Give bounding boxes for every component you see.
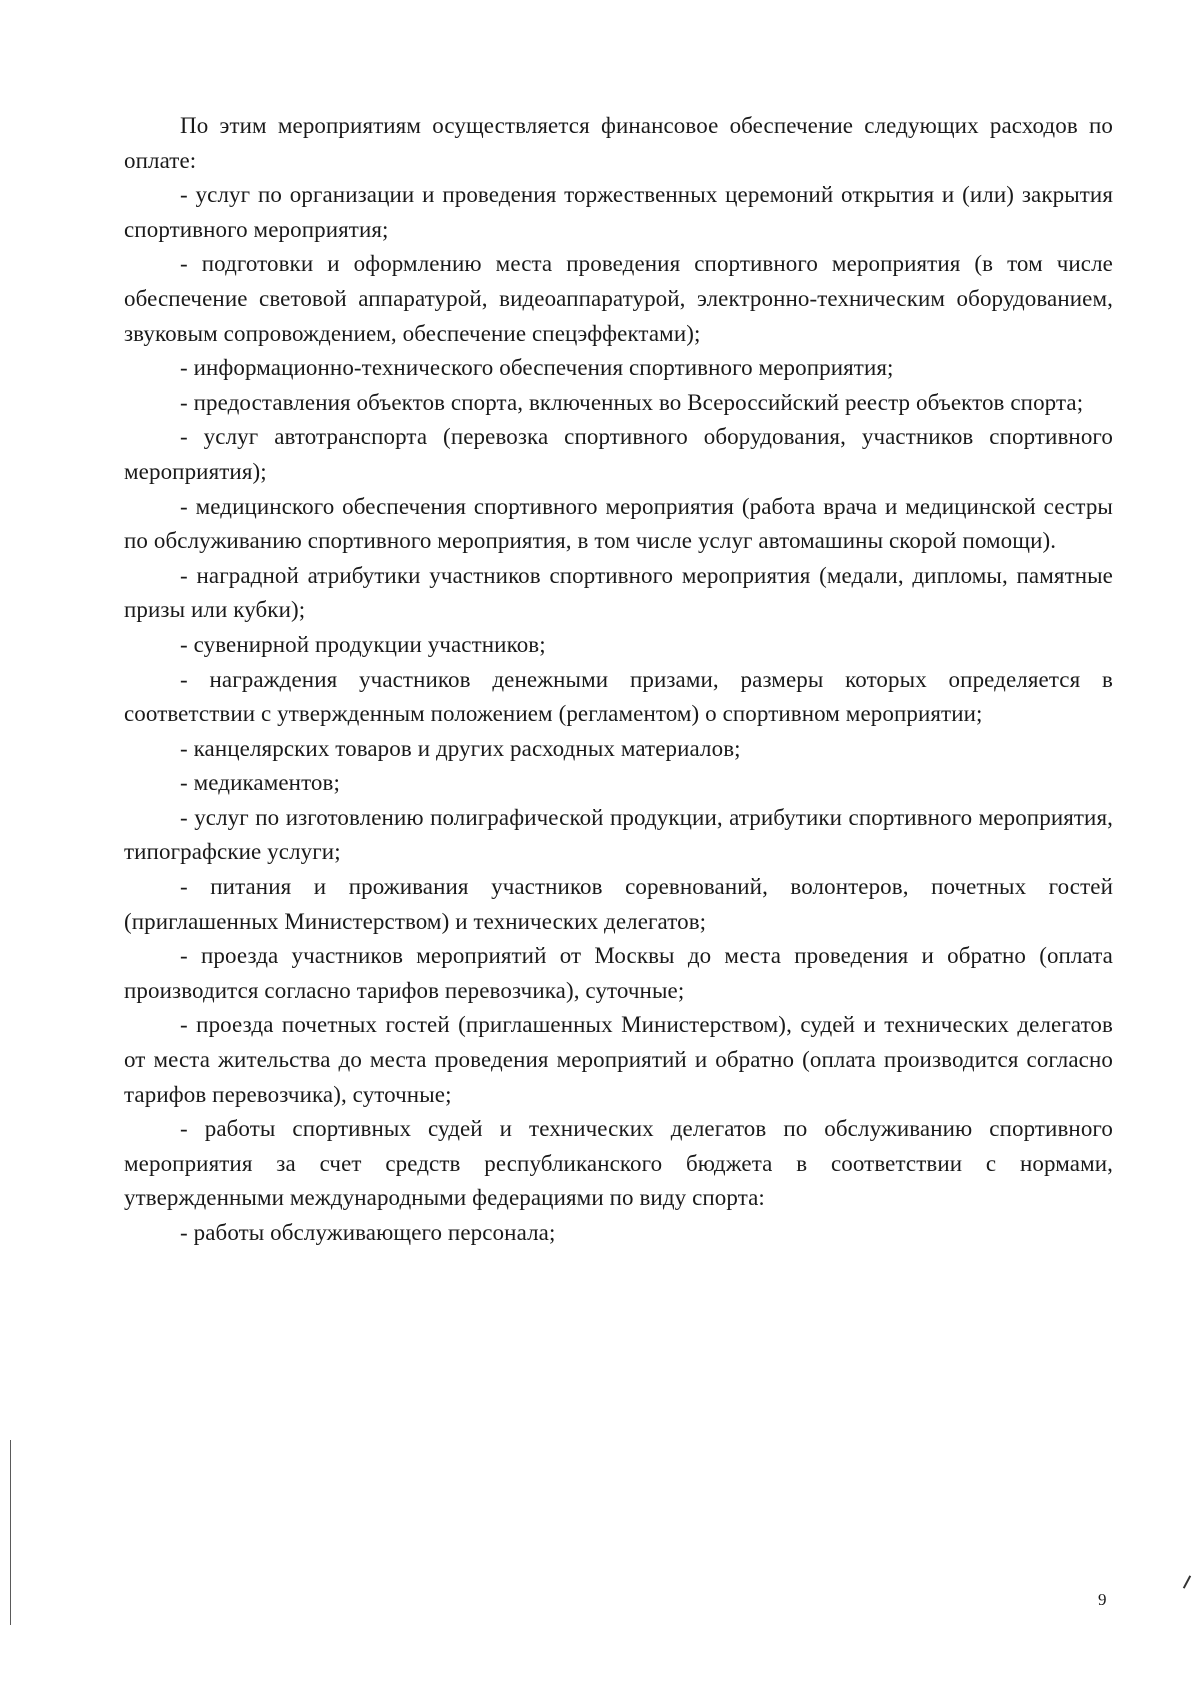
list-item-medicines: - медикаментов; [180, 770, 340, 796]
list-item-venue-preparation: - подготовки и оформлению места проведения спортивного мероприятия (в том числе обеспечение световой аппаратурой, видеоаппаратурой, электронно-техническим оборудованием, звуковым сопровождением, обеспечение спецэффектами); [124, 251, 1113, 346]
list-item-cash-prizes: - награждения участников денежными призами, размеры которых определяется в соответствии с утвержденным положением (регламентом) о спортивном мероприятии; [124, 666, 1113, 727]
list-item-stationery: - канцелярских товаров и других расходных материалов; [180, 735, 741, 761]
scan-artifact-line [10, 1440, 11, 1625]
page-number: 9 [1098, 1590, 1107, 1609]
document-body [124, 109, 1113, 1251]
list-item-meals-lodging: - питания и проживания участников соревнований, волонтеров, почетных гостей (приглашенных Министерством) и технических делегатов; [124, 874, 1113, 934]
list-item-it-support: - информационно-технического обеспечения спортивного мероприятия; [180, 355, 894, 381]
list-item-transport: - услуг автотранспорта (перевозка спортивного оборудования, участников спортивного мероприятия); [124, 424, 1113, 484]
list-item-staff: - работы обслуживающего персонала; [180, 1220, 556, 1245]
list-item-awards: - наградной атрибутики участников спортивного мероприятия (медали, дипломы, памятные призы или кубки); [124, 562, 1113, 623]
list-item-printing: - услуг по изготовлению полиграфической продукции, атрибутики спортивного мероприятия, типографские услуги; [124, 804, 1113, 865]
list-item-judges: - работы спортивных судей и технических делегатов по обслуживанию спортивного мероприятия за счет средств республиканского бюджета в соответствии с нормами, утвержденными международными федерациями по виду спорта: [124, 1116, 1113, 1211]
paragraph-intro: По этим мероприятиям осуществляется финансовое обеспечение следующих расходов по оплате: [124, 113, 1113, 173]
list-item-participant-travel: - проезда участников мероприятий от Москвы до места проведения и обратно (оплата производится согласно тарифов перевозчика), суточные; [124, 943, 1113, 1003]
list-item-souvenirs: - сувенирной продукции участников; [180, 631, 546, 657]
list-item-medical: - медицинского обеспечения спортивного мероприятия (работа врача и медицинской сестры по обслуживанию спортивного мероприятия, в том числе услуг автомашины скорой помощи). [124, 493, 1113, 554]
list-item-ceremonies: - услуг по организации и проведения торжественных церемоний открытия и (или) закрытия спортивного мероприятия; [124, 182, 1113, 242]
scan-artifact-mark [1183, 1575, 1191, 1588]
list-item-guest-travel: - проезда почетных гостей (приглашенных Министерством), судей и технических делегатов от места жительства до места проведения мероприятий и обратно (оплата производится согласно тарифов перевозчика), суточные; [124, 1012, 1113, 1107]
list-item-sport-facilities: - предоставления объектов спорта, включенных во Всероссийский реестр объектов спорта; [180, 389, 1084, 415]
